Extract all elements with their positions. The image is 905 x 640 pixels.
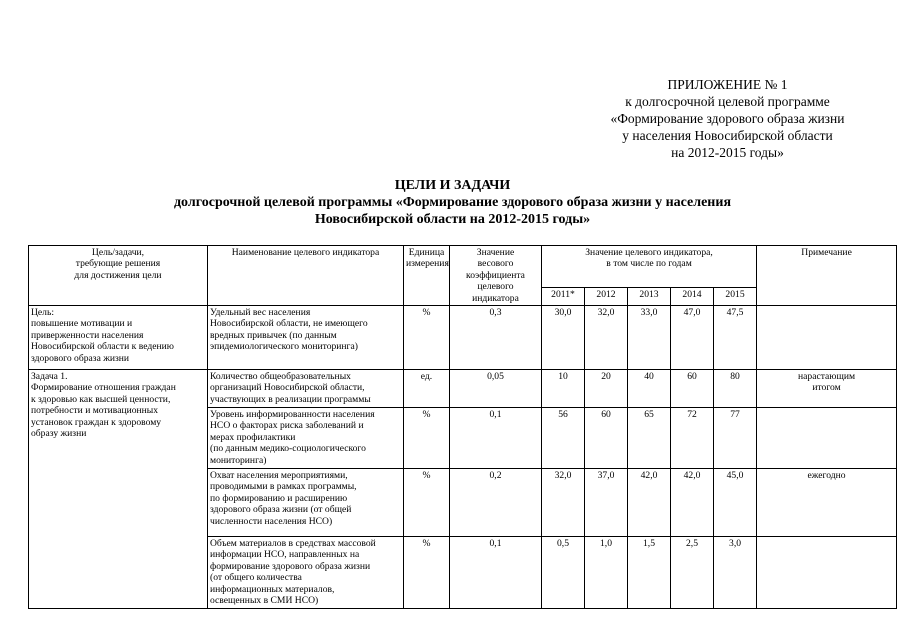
header-year: 2012 [585, 287, 628, 305]
value-cell: 0,5 [542, 537, 585, 609]
value-cell: 42,0 [671, 469, 714, 537]
indicator-cell: Количество общеобразовательных организаций Новосибирской области, участвующих в реализации программы [208, 370, 404, 408]
unit-cell: % [404, 469, 450, 537]
value-cell: 40 [628, 370, 671, 408]
header-goal: Цель/задачи, требующие решения для достижения цели [29, 246, 208, 306]
appendix-header [560, 76, 895, 161]
weight-cell: 0,1 [450, 408, 542, 469]
value-cell: 45,0 [714, 469, 757, 537]
appendix-line: на 2012-2015 годы» [671, 145, 784, 160]
header-year: 2011* [542, 287, 585, 305]
unit-cell: % [404, 306, 450, 370]
indicator-cell: Уровень информированности населения НСО о факторах риска заболеваний и мерах профилактики (по данным медико-социологического мониторинга) [208, 408, 404, 469]
title-line-1: ЦЕЛИ И ЗАДАЧИ [394, 178, 511, 193]
value-cell: 60 [585, 408, 628, 469]
weight-cell: 0,2 [450, 469, 542, 537]
note-cell [757, 306, 897, 370]
header-year: 2013 [628, 287, 671, 305]
note-cell: ежегодно [757, 469, 897, 537]
value-cell: 47,5 [714, 306, 757, 370]
appendix-line: «Формирование здорового образа жизни [610, 111, 845, 126]
goal-cell: Задача 1. Формирование отношения граждан к здоровью как высшей ценности, потребности и мотивационных установок граждан к здоровому образу жизни [29, 370, 208, 609]
table-row [29, 370, 897, 408]
unit-cell: % [404, 537, 450, 609]
header-unit: Единица измерения [404, 246, 450, 306]
value-cell: 60 [671, 370, 714, 408]
value-cell: 65 [628, 408, 671, 469]
value-cell: 2,5 [671, 537, 714, 609]
value-cell: 47,0 [671, 306, 714, 370]
header-indicator: Наименование целевого индикатора [208, 246, 404, 306]
header-weight: Значение весового коэффициента целевого индикатора [450, 246, 542, 306]
value-cell: 30,0 [542, 306, 585, 370]
value-cell: 37,0 [585, 469, 628, 537]
header-note: Примечание [757, 246, 897, 306]
indicator-cell: Удельный вес населения Новосибирской области, не имеющего вредных привычек (по данным эпидемиологического мониторинга) [208, 306, 404, 370]
appendix-line: к долгосрочной целевой программе [625, 94, 830, 109]
value-cell: 20 [585, 370, 628, 408]
unit-cell: % [404, 408, 450, 469]
goals-table [28, 245, 897, 609]
table-row [29, 306, 897, 370]
weight-cell: 0,1 [450, 537, 542, 609]
document-title [0, 177, 905, 228]
header-year: 2015 [714, 287, 757, 305]
value-cell: 3,0 [714, 537, 757, 609]
value-cell: 77 [714, 408, 757, 469]
value-cell: 72 [671, 408, 714, 469]
value-cell: 80 [714, 370, 757, 408]
weight-cell: 0,3 [450, 306, 542, 370]
indicator-cell: Объем материалов в средствах массовой информации НСО, направленных на формирование здорового образа жизни (от общего количества информационных материалов, освещенных в СМИ НСО) [208, 537, 404, 609]
value-cell: 32,0 [542, 469, 585, 537]
unit-cell: ед. [404, 370, 450, 408]
value-cell: 10 [542, 370, 585, 408]
value-cell: 1,5 [628, 537, 671, 609]
value-cell: 42,0 [628, 469, 671, 537]
note-cell: нарастающим итогом [757, 370, 897, 408]
value-cell: 56 [542, 408, 585, 469]
weight-cell: 0,05 [450, 370, 542, 408]
note-cell [757, 408, 897, 469]
value-cell: 1,0 [585, 537, 628, 609]
value-cell: 32,0 [585, 306, 628, 370]
value-cell: 33,0 [628, 306, 671, 370]
title-line-2: долгосрочной целевой программы «Формирование здорового образа жизни у населения [173, 195, 732, 210]
indicator-cell: Охват населения мероприятиями, проводимыми в рамках программы, по формированию и расширению здорового образа жизни (от общей численности населения НСО) [208, 469, 404, 537]
goal-cell: Цель: повышение мотивации и приверженности населения Новосибирской области к ведению здорового образа жизни [29, 306, 208, 370]
title-line-3: Новосибирской области на 2012-2015 годы» [314, 212, 591, 227]
header-year: 2014 [671, 287, 714, 305]
appendix-line: ПРИЛОЖЕНИЕ № 1 [667, 77, 788, 92]
header-values: Значение целевого индикатора, в том числе по годам [542, 246, 757, 288]
appendix-line: у населения Новосибирской области [622, 128, 833, 143]
note-cell [757, 537, 897, 609]
